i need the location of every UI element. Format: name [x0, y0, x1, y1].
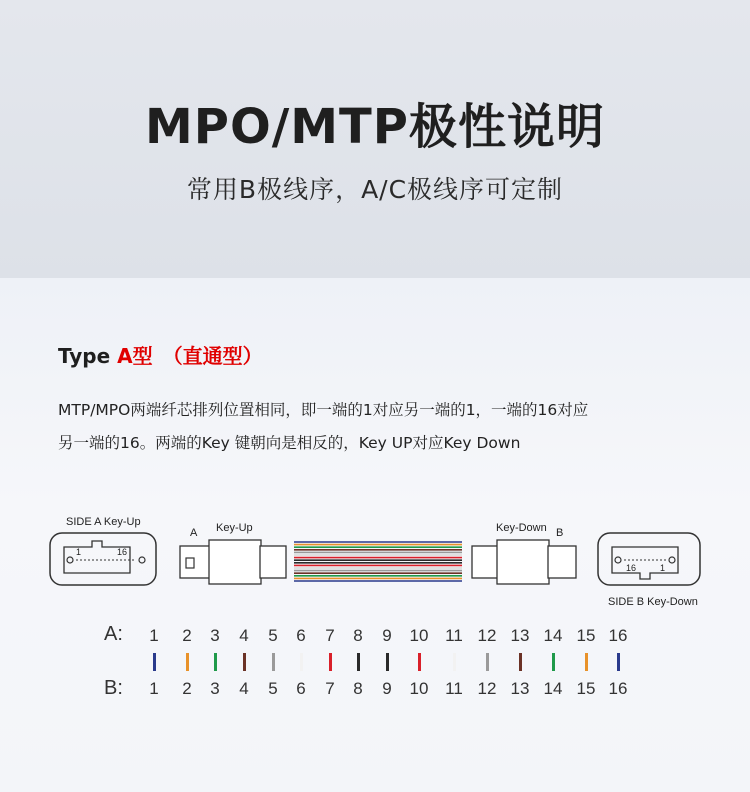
- fiber-a-7: 7: [325, 626, 335, 645]
- fiber-color-1: [153, 653, 156, 671]
- side-a-ferrule: [64, 541, 130, 573]
- fiber-mapping: [0, 620, 750, 710]
- guide-pin-left-a: [67, 557, 73, 563]
- fiber-b-13: 13: [510, 679, 530, 698]
- fiber-a-16: 16: [608, 626, 628, 645]
- type-heading: [58, 340, 263, 369]
- mpo-cable-diagram: [0, 505, 750, 625]
- description-line-2: 另一端的16。两端的Key 键朝向是相反的，Key UP对应Key Down: [58, 434, 521, 452]
- fiber-b-9: 9: [382, 679, 392, 698]
- fiber-a-10: 10: [409, 626, 429, 645]
- side-b-ferrule: [612, 547, 678, 579]
- fiber-a-13: 13: [510, 626, 530, 645]
- type-name: A型: [117, 344, 153, 368]
- face-b-last-num: 1: [660, 563, 666, 573]
- fiber-b-2: 2: [182, 679, 192, 698]
- side-b-face: [598, 533, 700, 585]
- fiber-b-7: 7: [325, 679, 335, 698]
- fiber-b-8: 8: [353, 679, 363, 698]
- fiber-a-1: 1: [149, 626, 159, 645]
- face-a-first-num: 1: [76, 547, 82, 557]
- end-b-label: B: [556, 527, 564, 539]
- fiber-b-3: 3: [210, 679, 220, 698]
- fiber-color-3: [214, 653, 217, 671]
- row-a-label: A:: [104, 623, 123, 645]
- guide-pin-right-b: [669, 557, 675, 563]
- fiber-color-5: [272, 653, 275, 671]
- fiber-b-14: 14: [543, 679, 563, 698]
- type-prefix: Type: [58, 344, 118, 368]
- side-a-label: SIDE A Key-Up: [66, 516, 141, 528]
- fiber-b-16: 16: [608, 679, 628, 698]
- fiber-a-11: 11: [445, 626, 463, 645]
- fiber-a-3: 3: [210, 626, 220, 645]
- fiber-color-6: [300, 653, 303, 671]
- fiber-color-7: [329, 653, 332, 671]
- key-down-label: Key-Down: [496, 522, 547, 534]
- side-b-label: SIDE B Key-Down: [608, 596, 698, 608]
- fiber-color-4: [243, 653, 246, 671]
- type-note: （直通型）: [162, 344, 263, 368]
- fiber-color-15: [585, 653, 588, 671]
- side-a-face: [50, 533, 156, 585]
- fiber-a-9: 9: [382, 626, 392, 645]
- end-a-label: A: [190, 527, 198, 539]
- fiber-color-8: [357, 653, 360, 671]
- fiber-color-10: [418, 653, 421, 671]
- fiber-b-15: 15: [576, 679, 596, 698]
- key-up-label: Key-Up: [216, 522, 253, 534]
- fiber-a-4: 4: [239, 626, 249, 645]
- fiber-a-12: 12: [477, 626, 497, 645]
- fiber-color-9: [386, 653, 389, 671]
- fiber-b-11: 11: [445, 679, 463, 698]
- fiber-a-8: 8: [353, 626, 363, 645]
- fiber-b-5: 5: [268, 679, 278, 698]
- plug-b-housing: [497, 540, 549, 584]
- fiber-b-10: 10: [409, 679, 429, 698]
- fiber-color-2: [186, 653, 189, 671]
- guide-pin-right-a: [139, 557, 145, 563]
- face-a-last-num: 16: [117, 547, 128, 557]
- fiber-a-5: 5: [268, 626, 278, 645]
- fiber-color-12: [486, 653, 489, 671]
- plug-a-housing: [209, 540, 261, 584]
- plug-a-boot: [260, 546, 286, 578]
- plug-a-ferrule: [180, 546, 210, 578]
- fiber-b-4: 4: [239, 679, 249, 698]
- fiber-color-16: [617, 653, 620, 671]
- plug-b-boot: [472, 546, 498, 578]
- fiber-a-2: 2: [182, 626, 192, 645]
- fiber-a-6: 6: [296, 626, 306, 645]
- row-b-label: B:: [104, 677, 123, 699]
- page-title: MPO/MTP极性说明: [145, 99, 605, 155]
- fiber-b-12: 12: [477, 679, 497, 698]
- description-line-1: MTP/MPO两端纤芯排列位置相同，即一端的1对应另一端的1，一端的16对应: [58, 401, 589, 419]
- fiber-color-14: [552, 653, 555, 671]
- fiber-b-6: 6: [296, 679, 306, 698]
- fiber-b-1: 1: [149, 679, 159, 698]
- page-subtitle: 常用B极线序，A/C极线序可定制: [186, 175, 564, 204]
- fiber-a-15: 15: [576, 626, 596, 645]
- fiber-a-14: 14: [543, 626, 563, 645]
- fiber-ribbon: [294, 542, 462, 581]
- fiber-color-13: [519, 653, 522, 671]
- fiber-color-11: [453, 653, 456, 671]
- guide-pin-left-b: [615, 557, 621, 563]
- plug-b-ferrule: [548, 546, 576, 578]
- face-b-first-num: 16: [626, 563, 637, 573]
